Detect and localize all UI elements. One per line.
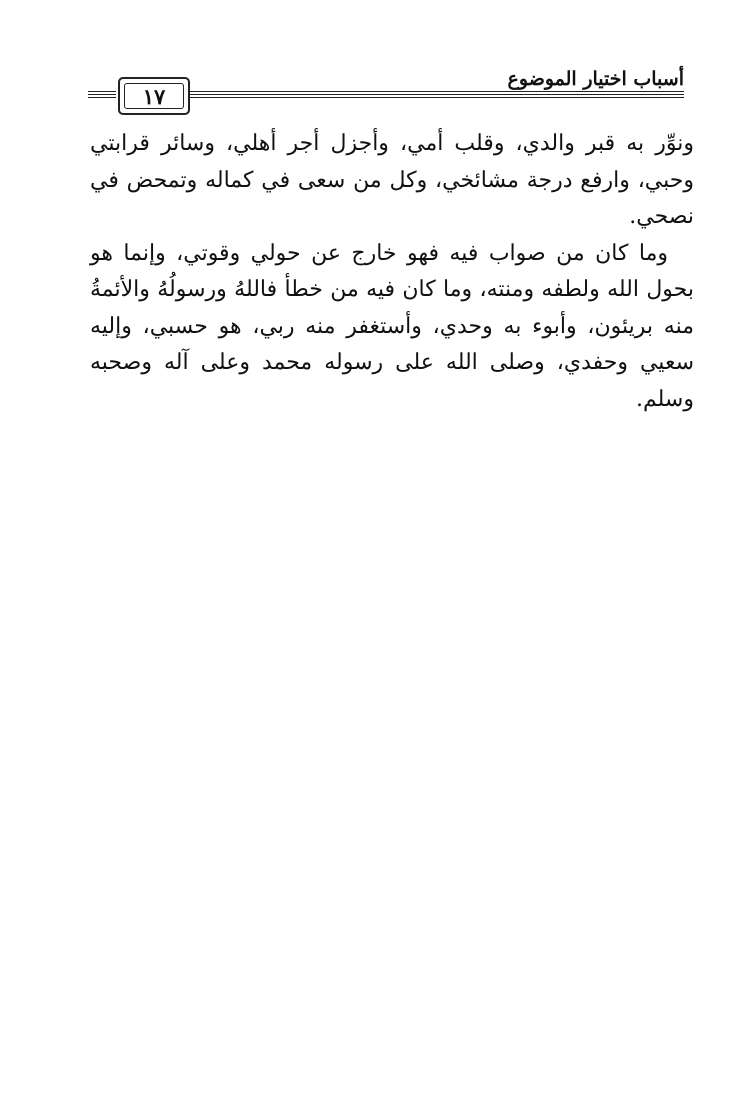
rule-line — [88, 91, 116, 92]
running-title: أسباب اختيار الموضوع — [507, 68, 684, 90]
paragraph-1: ونوِّر به قبر والدي، وقلب أمي، وأجزل أجر أهلي، وسائر قرابتي وحبي، وارفع درجة مشائخي، وكل من سعى في كماله وتمحض في نصحي. — [90, 131, 694, 229]
paragraph-2: وما كان من صواب فيه فهو خارج عن حولي وقوتي، وإنما هو بحول الله ولطفه ومنته، وما كان فيه من خطأ فاللهُ ورسولُهُ والأئمةُ منه بريئون، وأبوء به وحدي، وأستغفر منه ربي، هو حسبي، وإليه سعيي وحفدي، وصلى الله على رسوله محمد وعلى آله وصحبه وسلم. — [90, 240, 694, 412]
page-number-frame — [118, 77, 190, 115]
rule-line — [88, 97, 116, 98]
page-number: ١٧ — [124, 83, 184, 109]
page-header — [88, 66, 684, 122]
rule-line — [190, 97, 684, 98]
rule-line — [190, 91, 684, 92]
rule-line — [190, 94, 684, 95]
header-rule-right — [190, 91, 684, 99]
body-text — [90, 126, 694, 418]
rule-line — [88, 94, 116, 95]
header-rule-left — [88, 91, 116, 99]
